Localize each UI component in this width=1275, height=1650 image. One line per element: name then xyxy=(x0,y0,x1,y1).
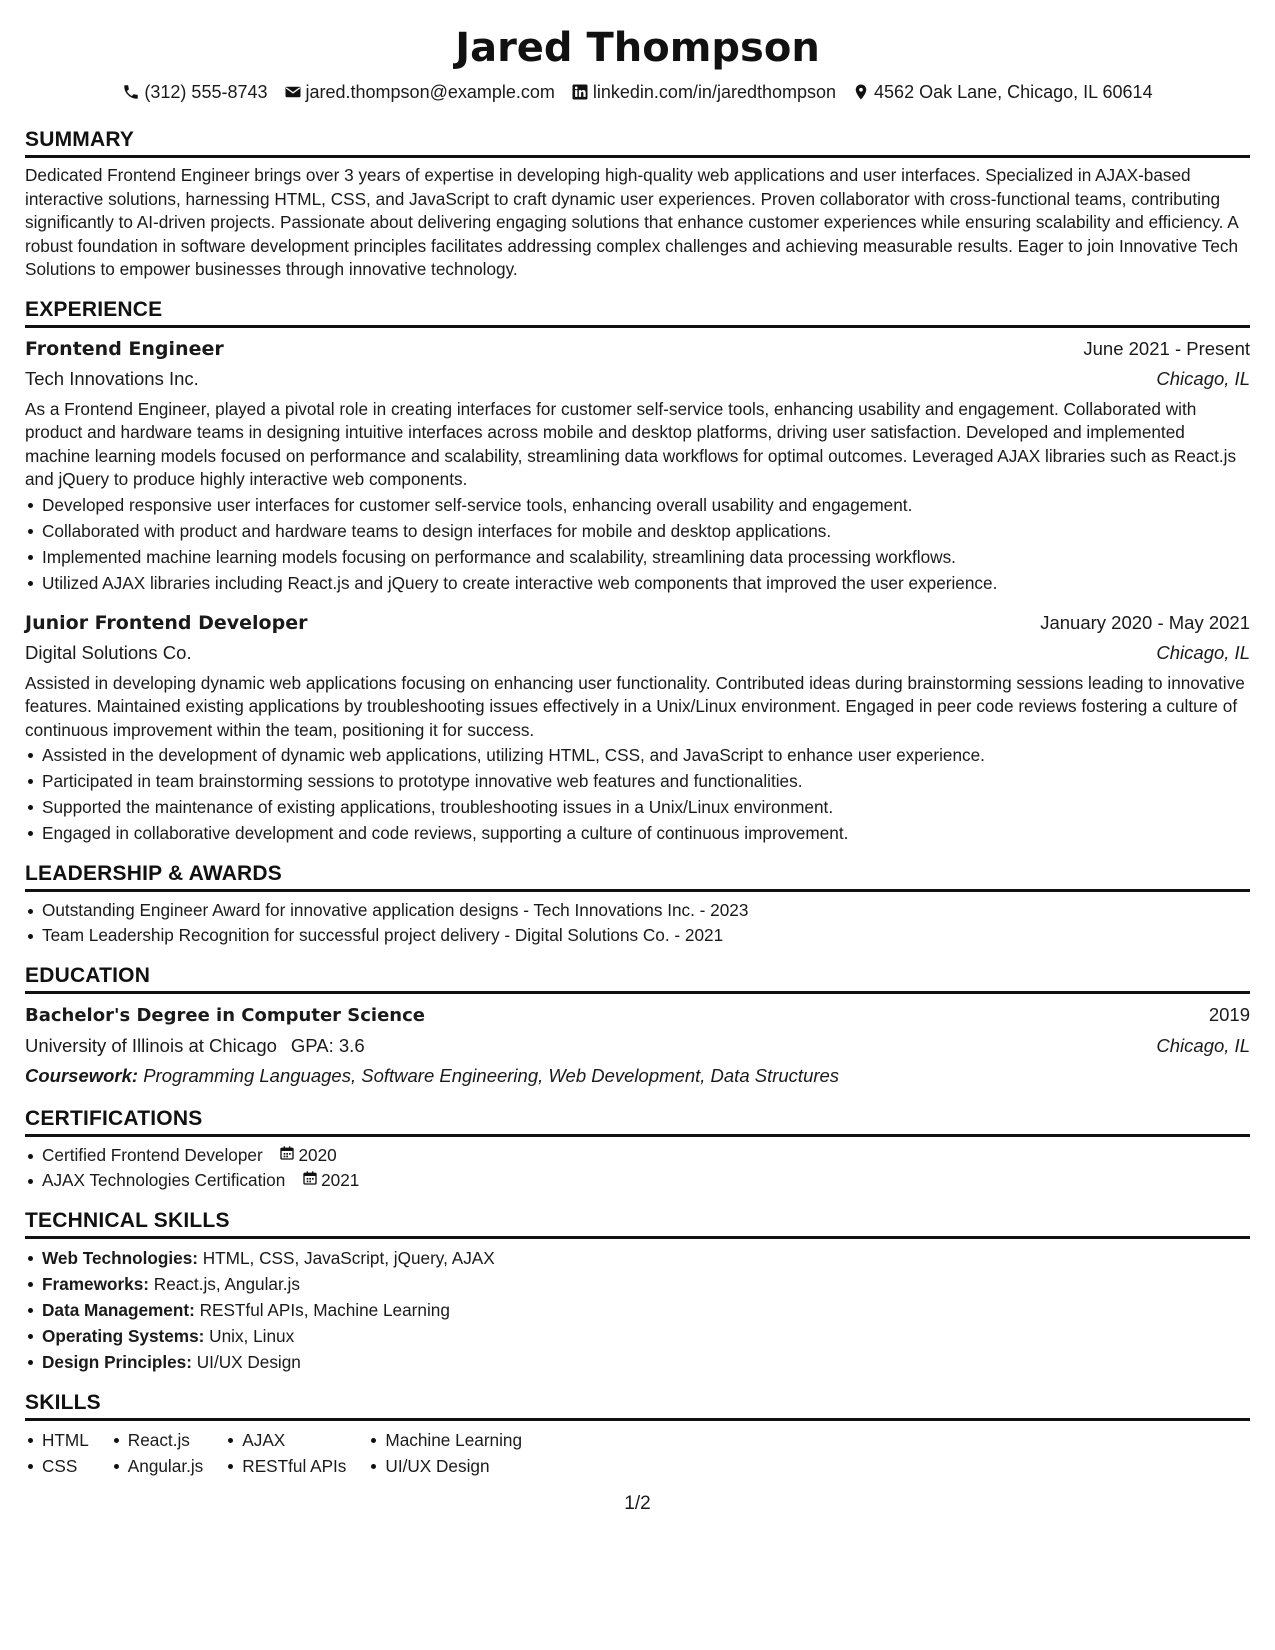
skill-value: React.js, Angular.js xyxy=(153,1274,300,1294)
skill-label: Design Principles: xyxy=(42,1352,192,1372)
calendar-icon xyxy=(279,1143,295,1168)
list-item: CSS xyxy=(42,1453,89,1479)
skills-column xyxy=(225,1427,346,1479)
cert-name: Certified Frontend Developer xyxy=(42,1145,263,1165)
technical-skills-section xyxy=(25,1207,1250,1375)
degree: Bachelor's Degree in Computer Science xyxy=(25,1005,425,1026)
job-company: Digital Solutions Co. xyxy=(25,641,192,663)
job-dates: January 2020 - May 2021 xyxy=(1040,611,1250,633)
contact-address xyxy=(852,80,1153,104)
list-item xyxy=(42,1143,1250,1168)
education-section xyxy=(25,962,1250,1091)
contact-email[interactable] xyxy=(284,80,555,104)
certifications-list xyxy=(25,1143,1250,1193)
cert-name: AJAX Technologies Certification xyxy=(42,1170,286,1190)
list-item: React.js xyxy=(128,1427,203,1453)
list-item: Collaborated with product and hardware teams to design interfaces for mobile and desktop applications. xyxy=(42,518,1250,544)
list-item xyxy=(42,1168,1250,1193)
envelope-icon xyxy=(284,83,302,101)
job-entry xyxy=(25,334,1250,596)
section-title-skills: SKILLS xyxy=(25,1389,1250,1421)
section-title-awards: LEADERSHIP & AWARDS xyxy=(25,860,1250,892)
awards-section xyxy=(25,860,1250,948)
skills-column xyxy=(25,1427,89,1479)
skill-label: Frameworks: xyxy=(42,1274,149,1294)
skill-value: Unix, Linux xyxy=(209,1326,295,1346)
list-item xyxy=(42,1323,1250,1349)
section-title-experience: EXPERIENCE xyxy=(25,296,1250,328)
list-item xyxy=(42,1245,1250,1271)
section-title-technical-skills: TECHNICAL SKILLS xyxy=(25,1207,1250,1239)
job-location: Chicago, IL xyxy=(1156,367,1250,389)
summary-text: Dedicated Frontend Engineer brings over 3 years of expertise in developing high-quality web applications and user interfaces. Specialized in AJAX-based interactive solutions, harnessing HTML, CSS, and JavaScript to craft dynamic user experiences. Proven collaborator with cross-functional teams, contributing significantly to AI-driven projects. Passionate about delivering engaging solutions that enhance customer experiences while ensuring scalability and efficiency. A robust foundation in software development principles facilitates addressing complex challenges and achieving measurable results. Eager to join Innovative Tech Solutions to empower businesses through innovative technology. xyxy=(25,165,1239,279)
page-number: 1/2 xyxy=(624,1493,651,1514)
job-location: Chicago, IL xyxy=(1156,641,1250,663)
list-item: Participated in team brainstorming sessions to prototype innovative web features and functionalities. xyxy=(42,768,1250,794)
list-item: UI/UX Design xyxy=(385,1453,522,1479)
skill-label: Operating Systems: xyxy=(42,1326,205,1346)
certifications-section xyxy=(25,1105,1250,1193)
map-pin-icon xyxy=(852,83,870,101)
section-title-certifications: CERTIFICATIONS xyxy=(25,1105,1250,1137)
contact-linkedin[interactable] xyxy=(571,80,836,104)
section-title-education: EDUCATION xyxy=(25,962,1250,994)
list-item: Developed responsive user interfaces for customer self-service tools, enhancing overall usability and engagement. xyxy=(42,492,1250,518)
job-title: Frontend Engineer xyxy=(25,337,224,360)
coursework-text: Programming Languages, Software Engineering, Web Development, Data Structures xyxy=(143,1065,840,1086)
graduation-year: 2019 xyxy=(1208,1004,1250,1025)
technical-skills-list xyxy=(25,1245,1250,1375)
school-name: University of Illinois at Chicago xyxy=(25,1035,277,1056)
list-item xyxy=(42,1297,1250,1323)
section-title-summary: SUMMARY xyxy=(25,126,1250,158)
email-text: jared.thompson@example.com xyxy=(305,82,555,102)
gpa: GPA: 3.6 xyxy=(290,1035,365,1056)
skills-column xyxy=(368,1427,522,1479)
list-item: Assisted in the development of dynamic web applications, utilizing HTML, CSS, and JavaScript to enhance user experience. xyxy=(42,742,1250,768)
job-dates: June 2021 - Present xyxy=(1083,337,1250,359)
coursework-label: Coursework: xyxy=(25,1065,139,1086)
skill-label: Data Management: xyxy=(42,1300,195,1320)
list-item: RESTful APIs xyxy=(242,1453,346,1479)
list-item: Implemented machine learning models focusing on performance and scalability, streamlining data processing workflows. xyxy=(42,544,1250,570)
school-location: Chicago, IL xyxy=(1156,1035,1250,1056)
list-item xyxy=(42,1271,1250,1297)
list-item: Engaged in collaborative development and code reviews, supporting a culture of continuous improvement. xyxy=(42,820,1250,846)
skills-grid xyxy=(25,1427,1250,1479)
skill-value: RESTful APIs, Machine Learning xyxy=(199,1300,450,1320)
job-description: As a Frontend Engineer, played a pivotal role in creating interfaces for customer self-service tools, enhancing usability and engagement. Collaborated with product and hardware teams in designing intuitive interfaces across mobile and desktop platforms, driving user satisfaction. Developed and implemented machine learning models focused on performance and scalability, streamlining data workflows for optimal outcomes. Leveraged AJAX libraries such as React.js and jQuery to produce highly interactive web components. xyxy=(25,398,1237,489)
experience-section xyxy=(25,296,1250,847)
job-description: Assisted in developing dynamic web applications focusing on enhancing user functionality. Contributed ideas during brainstorming sessions leading to innovative features. Maintained existing applications by troubleshooting issues effectively in a Unix/Linux environment. Engaged in peer code reviews fostering a culture of continuous improvement within the team, positioning it for success. xyxy=(25,672,1245,740)
cert-year: 2021 xyxy=(321,1170,360,1190)
list-item: Supported the maintenance of existing applications, troubleshooting issues in a Unix/Linux environment. xyxy=(42,794,1250,820)
job-bullets xyxy=(25,492,1250,596)
job-title: Junior Frontend Developer xyxy=(25,611,308,634)
skills-section xyxy=(25,1389,1250,1479)
calendar-icon xyxy=(302,1168,318,1193)
list-item: HTML xyxy=(42,1427,89,1453)
list-item xyxy=(42,1349,1250,1375)
linkedin-text: linkedin.com/in/jaredthompson xyxy=(592,82,837,102)
skill-value: HTML, CSS, JavaScript, jQuery, AJAX xyxy=(202,1248,495,1268)
phone-text: (312) 555-8743 xyxy=(144,82,268,102)
summary-section xyxy=(25,126,1250,282)
contact-phone xyxy=(122,80,267,104)
address-text: 4562 Oak Lane, Chicago, IL 60614 xyxy=(874,82,1153,102)
awards-list xyxy=(25,898,1250,948)
list-item: Outstanding Engineer Award for innovative application designs - Tech Innovations Inc. - 2023 xyxy=(42,898,1250,923)
list-item: Utilized AJAX libraries including React.js and jQuery to create interactive web components that improved the user experience. xyxy=(42,570,1250,596)
coursework xyxy=(25,1061,1250,1091)
skill-value: UI/UX Design xyxy=(196,1352,301,1372)
job-company: Tech Innovations Inc. xyxy=(25,367,199,389)
list-item: AJAX xyxy=(242,1427,346,1453)
job-bullets xyxy=(25,742,1250,846)
skill-label: Web Technologies: xyxy=(42,1248,198,1268)
candidate-name: Jared Thompson xyxy=(455,25,820,71)
list-item: Machine Learning xyxy=(385,1427,522,1453)
list-item: Team Leadership Recognition for successful project delivery - Digital Solutions Co. - 2021 xyxy=(42,923,1250,948)
list-item: Angular.js xyxy=(128,1453,203,1479)
linkedin-icon xyxy=(571,83,589,101)
contact-bar xyxy=(25,80,1250,104)
phone-icon xyxy=(122,83,140,101)
cert-year: 2020 xyxy=(298,1145,337,1165)
job-entry xyxy=(25,608,1250,847)
skills-column xyxy=(111,1427,203,1479)
